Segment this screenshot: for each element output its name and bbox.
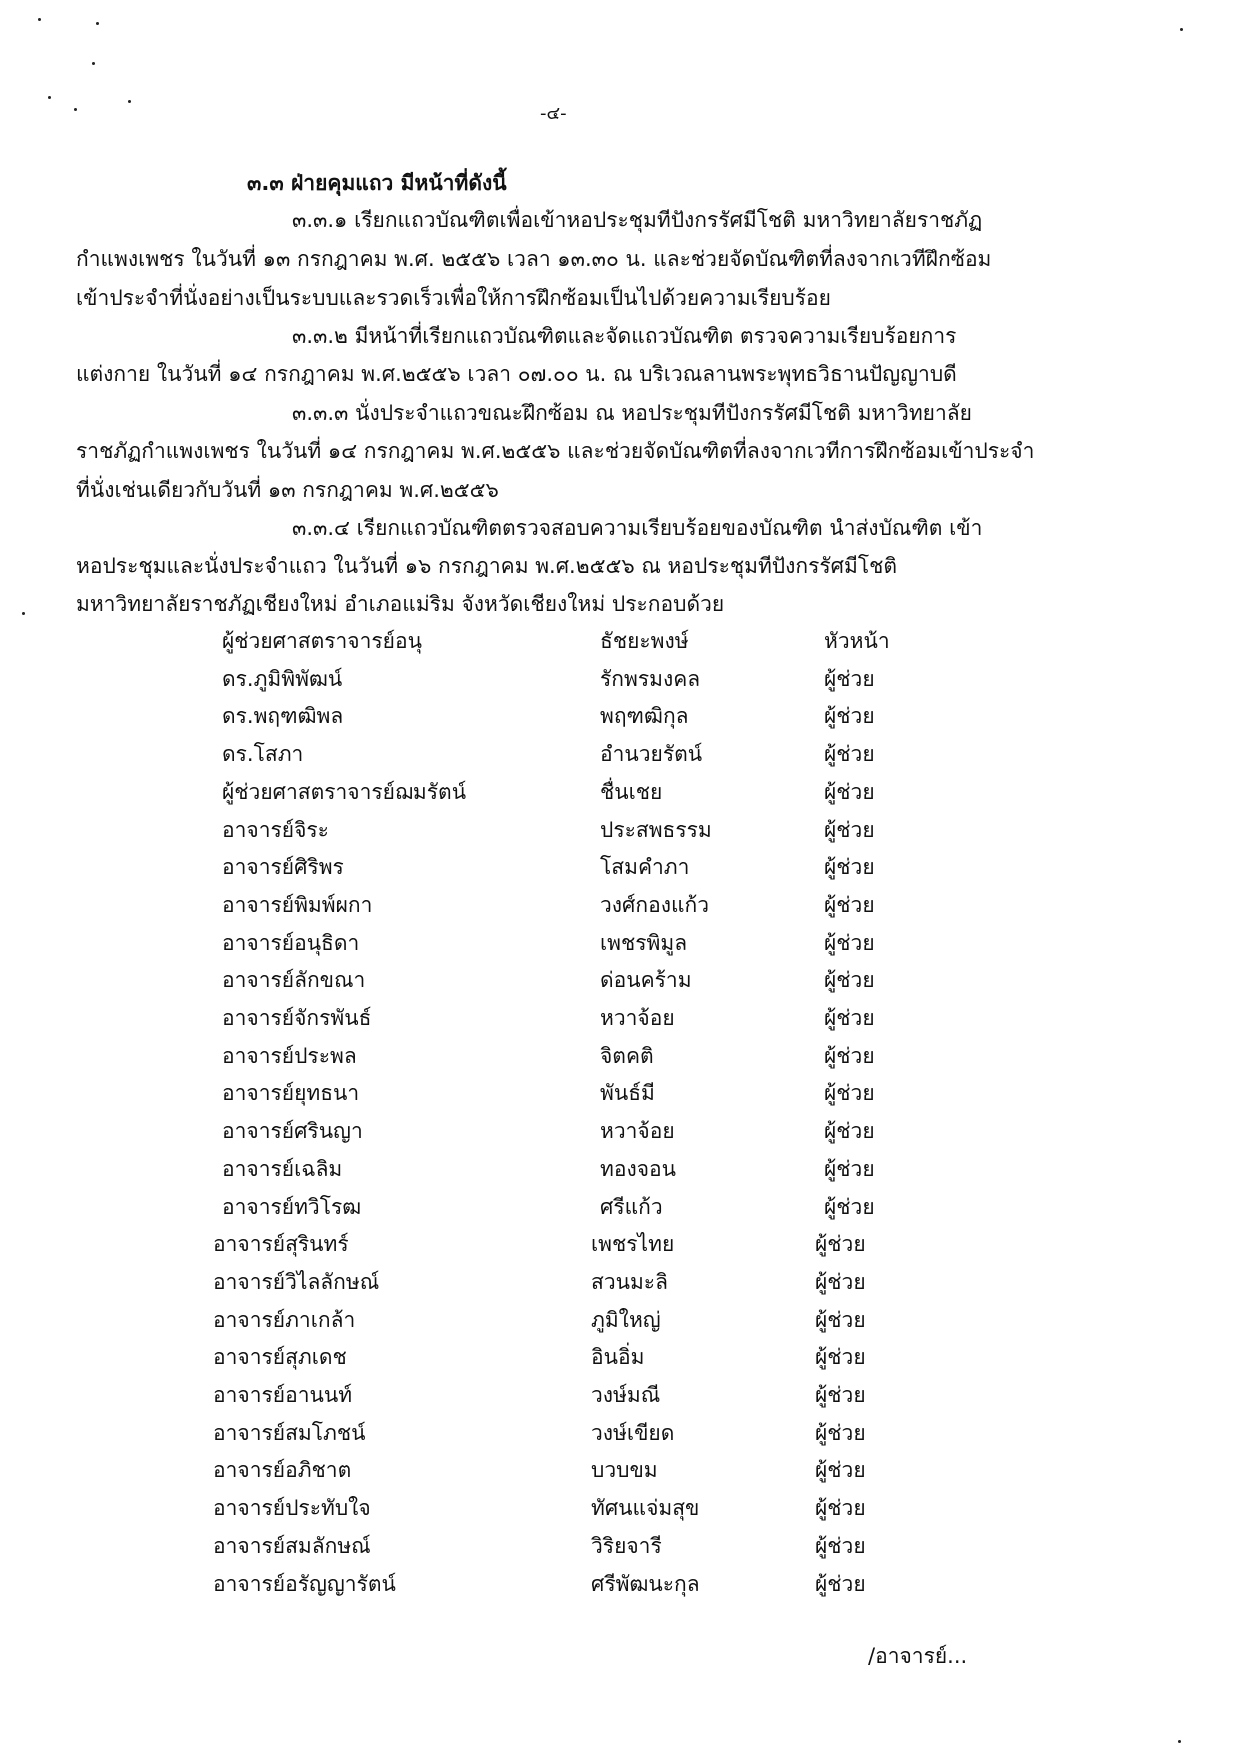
roster-surname: อำนวยรัตน์ <box>600 742 703 766</box>
roster-name: อาจารย์อานนท์ <box>213 1383 353 1407</box>
page-number: -๔- <box>540 103 567 124</box>
roster-name: อาจารย์ศิริพร <box>222 855 344 879</box>
roster-row <box>222 1002 1022 1038</box>
roster-row <box>213 1568 1013 1604</box>
roster-surname: สวนมะลิ <box>591 1270 668 1294</box>
roster-row <box>222 814 1022 850</box>
roster-surname: ศรีแก้ว <box>600 1195 663 1219</box>
roster-row <box>213 1266 1013 1302</box>
roster-row <box>213 1530 1013 1566</box>
paragraph-line: ๓.๓.๓ นั่งประจำแถวขณะฝึกซ้อม ณ หอประชุมทีปังกรรัศมีโชติ มหาวิทยาลัย <box>292 401 972 425</box>
roster-role: ผู้ช่วย <box>824 1044 875 1068</box>
roster-row <box>222 776 1022 812</box>
roster-surname: เพชรพิมูล <box>600 931 688 955</box>
roster-role: ผู้ช่วย <box>815 1232 866 1256</box>
scan-speck <box>128 100 131 103</box>
paragraph-line: หอประชุมและนั่งประจำแถว ในวันที่ ๑๖ กรกฎาคม พ.ศ.๒๕๕๖ ณ หอประชุมทีปังกรรัศมีโชติ <box>76 554 898 578</box>
roster-surname: หวาจ้อย <box>600 1119 675 1143</box>
paragraph-line: แต่งกาย ในวันที่ ๑๔ กรกฎาคม พ.ศ.๒๕๕๖ เวลา ๐๗.๐๐ น. ณ บริเวณลานพระพุทธวิธานปัญญาบดี <box>76 362 957 386</box>
roster-role: ผู้ช่วย <box>824 1006 875 1030</box>
roster-role: ผู้ช่วย <box>824 667 875 691</box>
roster-role: ผู้ช่วย <box>824 1119 875 1143</box>
roster-row <box>222 663 1022 699</box>
roster-name: อาจารย์วิไลลักษณ์ <box>213 1270 380 1294</box>
roster-row <box>222 889 1022 925</box>
roster-row <box>222 964 1022 1000</box>
roster-surname: เพชรไทย <box>591 1232 675 1256</box>
roster-surname: บวบขม <box>591 1458 658 1482</box>
roster-surname: ทองจอน <box>600 1157 676 1181</box>
roster-name: อาจารย์ศรินญา <box>222 1119 363 1143</box>
roster-row <box>213 1228 1013 1264</box>
paragraph-line: มหาวิทยาลัยราชภัฏเชียงใหม่ อำเภอแม่ริม จังหวัดเชียงใหม่ ประกอบด้วย <box>76 592 725 616</box>
roster-row <box>222 1153 1022 1189</box>
roster-surname: รักพรมงคล <box>600 667 701 691</box>
roster-role: ผู้ช่วย <box>824 818 875 842</box>
roster-name: อาจารย์อภิชาต <box>213 1458 352 1482</box>
roster-role: ผู้ช่วย <box>824 1157 875 1181</box>
roster-row <box>213 1379 1013 1415</box>
roster-name: อาจารย์ภาเกล้า <box>213 1308 356 1332</box>
roster-surname: ด่อนคร้าม <box>600 968 692 992</box>
roster-name: ดร.ภูมิพิพัฒน์ <box>222 667 343 691</box>
roster-surname: โสมคำภา <box>600 855 690 879</box>
roster-role: ผู้ช่วย <box>815 1572 866 1596</box>
roster-name: อาจารย์ประพล <box>222 1044 357 1068</box>
roster-surname: ภูมิใหญ่ <box>591 1308 661 1332</box>
scan-speck <box>74 108 77 111</box>
paragraph-line: ๓.๓.๒ มีหน้าที่เรียกแถวบัณฑิตและจัดแถวบัณฑิต ตรวจความเรียบร้อยการ <box>292 324 957 348</box>
roster-name: อาจารย์เฉลิม <box>222 1157 343 1181</box>
roster-row <box>222 851 1022 887</box>
scan-speck <box>22 612 25 615</box>
section-heading: ๓.๓ ฝ่ายคุมแถว มีหน้าที่ดังนี้ <box>247 171 507 195</box>
roster-name: อาจารย์สมโภชน์ <box>213 1421 366 1445</box>
paragraph-line: กำแพงเพชร ในวันที่ ๑๓ กรกฎาคม พ.ศ. ๒๕๕๖ เวลา ๑๓.๓๐ น. และช่วยจัดบัณฑิตที่ลงจากเวทีฝึกซ้อม <box>76 247 992 271</box>
roster-surname: จิตคติ <box>600 1044 654 1068</box>
roster-row <box>213 1454 1013 1490</box>
roster-surname: วงษ์เขียด <box>591 1421 675 1445</box>
roster-name: อาจารย์จักรพันธ์ <box>222 1006 372 1030</box>
roster-role: ผู้ช่วย <box>815 1458 866 1482</box>
roster-role: ผู้ช่วย <box>815 1270 866 1294</box>
roster-surname: พันธ์มี <box>600 1081 655 1105</box>
paragraph-line: ราชภัฏกำแพงเพชร ในวันที่ ๑๔ กรกฎาคม พ.ศ.๒๕๕๖ และช่วยจัดบัณฑิตที่ลงจากเวทีการฝึกซ้อมเข้าประจำ <box>76 439 1035 463</box>
scan-speck <box>92 62 95 65</box>
roster-row <box>222 1115 1022 1151</box>
scan-speck <box>1180 28 1183 31</box>
roster-name: อาจารย์สุรินทร์ <box>213 1232 349 1256</box>
roster-name: อาจารย์สมลักษณ์ <box>213 1534 371 1558</box>
roster-surname: วิริยจารี <box>591 1534 662 1558</box>
roster-role: ผู้ช่วย <box>815 1496 866 1520</box>
roster-row <box>222 927 1022 963</box>
roster-role: ผู้ช่วย <box>824 780 875 804</box>
roster-name: อาจารย์ทวิโรฒ <box>222 1195 362 1219</box>
roster-role: ผู้ช่วย <box>824 742 875 766</box>
roster-surname: ประสพธรรม <box>600 818 712 842</box>
roster-role: ผู้ช่วย <box>815 1383 866 1407</box>
roster-row <box>213 1417 1013 1453</box>
roster-role: ผู้ช่วย <box>824 968 875 992</box>
roster-role: ผู้ช่วย <box>815 1308 866 1332</box>
roster-role: ผู้ช่วย <box>824 704 875 728</box>
roster-surname: วงศ์กองแก้ว <box>600 893 709 917</box>
roster-surname: ชื่นเชย <box>600 780 663 804</box>
roster-surname: หวาจ้อย <box>600 1006 675 1030</box>
roster-name: ผู้ช่วยศาสตราจารย์อนุ <box>222 629 422 653</box>
paragraph-line: ๓.๓.๔ เรียกแถวบัณฑิตตรวจสอบความเรียบร้อยของบัณฑิต นำส่งบัณฑิต เข้า <box>292 516 983 540</box>
roster-name: ดร.พฤฑฒิพล <box>222 704 344 728</box>
roster-surname: ศรีพัฒนะกุล <box>591 1572 700 1596</box>
roster-row <box>213 1341 1013 1377</box>
roster-name: อาจารย์อนุธิดา <box>222 931 360 955</box>
roster-name: อาจารย์พิมพ์ผกา <box>222 893 373 917</box>
roster-role: ผู้ช่วย <box>824 1081 875 1105</box>
roster-role: ผู้ช่วย <box>824 855 875 879</box>
roster-name: อาจารย์จิระ <box>222 818 329 842</box>
paragraph-line: ๓.๓.๑ เรียกแถวบัณฑิตเพื่อเข้าหอประชุมทีปังกรรัศมีโชติ มหาวิทยาลัยราชภัฏ <box>292 208 983 232</box>
roster-row <box>222 1191 1022 1227</box>
roster-row <box>222 1077 1022 1113</box>
roster-name: ดร.โสภา <box>222 742 304 766</box>
roster-row <box>222 700 1022 736</box>
roster-name: อาจารย์สุภเดช <box>213 1345 347 1369</box>
roster-role: ผู้ช่วย <box>824 1195 875 1219</box>
roster-role: ผู้ช่วย <box>815 1345 866 1369</box>
roster-role: หัวหน้า <box>824 629 890 653</box>
continuation-note: /อาจารย์... <box>868 1644 968 1668</box>
roster-role: ผู้ช่วย <box>824 893 875 917</box>
roster-row <box>213 1492 1013 1528</box>
roster-surname: อินอิ่ม <box>591 1345 645 1369</box>
paragraph-line: เข้าประจำที่นั่งอย่างเป็นระบบและรวดเร็วเพื่อให้การฝึกซ้อมเป็นไปด้วยความเรียบร้อย <box>76 286 831 310</box>
roster-surname: พฤฑฒิกุล <box>600 704 689 728</box>
roster-role: ผู้ช่วย <box>815 1534 866 1558</box>
roster-row <box>222 1040 1022 1076</box>
roster-row <box>222 738 1022 774</box>
roster-name: อาจารย์อรัญญารัตน์ <box>213 1572 396 1596</box>
scan-speck <box>1178 1740 1181 1743</box>
roster-row <box>222 625 1022 661</box>
roster-name: อาจารย์ยุทธนา <box>222 1081 360 1105</box>
roster-surname: วงษ์มณี <box>591 1383 661 1407</box>
roster-surname: ทัศนแจ่มสุข <box>591 1496 700 1520</box>
roster-surname: ธัชยะพงษ์ <box>600 629 689 653</box>
roster-role: ผู้ช่วย <box>815 1421 866 1445</box>
paragraph-line: ที่นั่งเช่นเดียวกับวันที่ ๑๓ กรกฎาคม พ.ศ.๒๕๕๖ <box>76 478 499 502</box>
roster-name: อาจารย์ลักขณา <box>222 968 366 992</box>
roster-role: ผู้ช่วย <box>824 931 875 955</box>
roster-row <box>213 1304 1013 1340</box>
roster-name: ผู้ช่วยศาสตราจารย์ฌมรัตน์ <box>222 780 467 804</box>
scan-speck <box>96 22 99 25</box>
scan-speck <box>38 18 41 21</box>
scan-speck <box>48 96 51 99</box>
roster-name: อาจารย์ประทับใจ <box>213 1496 371 1520</box>
